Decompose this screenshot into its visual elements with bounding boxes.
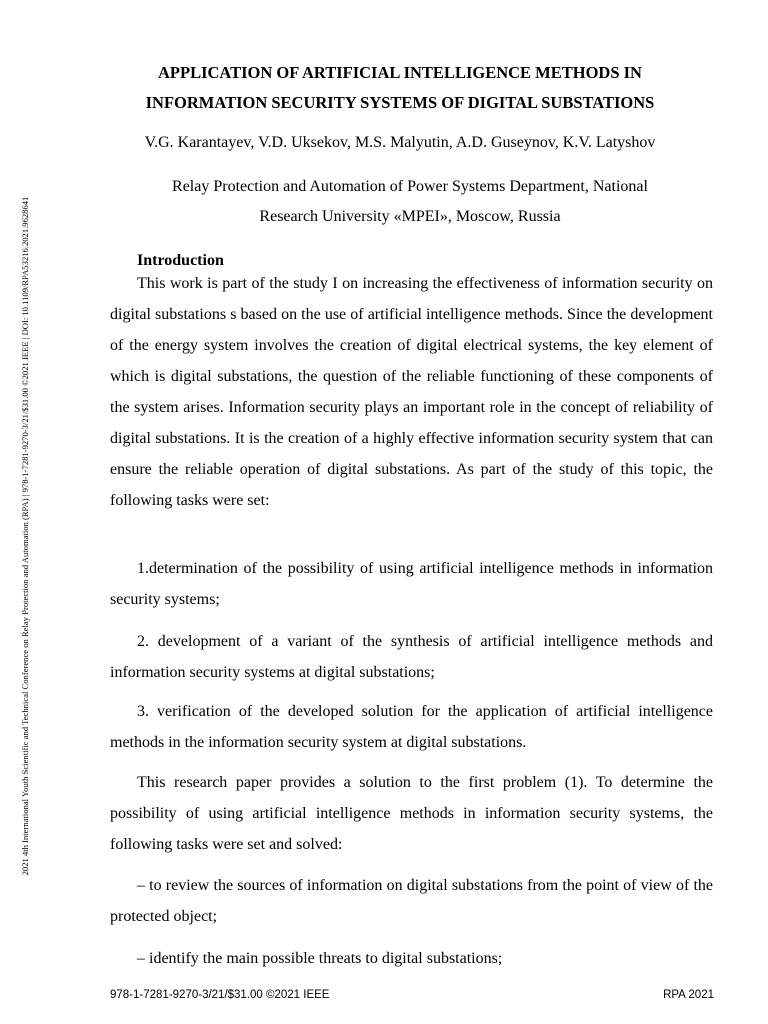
paragraph-intro: This work is part of the study I on increasing the effectiveness of information security on digital substations s based on the use of artificial intelligence methods. Since the development of the energy system involves the creation of digital electrical systems, the key element of which is digital substations, the question of the reliable functioning of these components of the system arises. Information security plays an important role in the concept of reliability of digital substations. It is the creation of a highly effective information security system that can ensure the reliable operation of digital substations. As part of the study of this topic, the following tasks were set:	[110, 275, 713, 509]
affiliation-line-2: Research University «MPEI», Moscow, Russia	[259, 208, 561, 225]
paragraph-research: This research paper provides a solution to the first problem (1). To determine the possibility of using artificial intelligence methods in information security systems, the following tasks were set and solved:	[110, 774, 713, 853]
affiliation	[100, 172, 720, 232]
affiliation-line-1: Relay Protection and Automation of Power Systems Department, National	[172, 178, 648, 195]
paragraph-task-1: 1.determination of the possibility of using artificial intelligence methods in information security systems;	[110, 560, 713, 608]
section-heading: Introduction	[137, 252, 224, 269]
sidebar-citation-text: 2021 4th International Youth Scientific and Technical Conference on Relay Protection and Automation (RPA) | 978-1-7281-9270-3/21/$31.00 ©2021 IEEE | DOI: 10.1109/RPA53216.2021.9628641	[20, 196, 30, 876]
title-line-2: INFORMATION SECURITY SYSTEMS OF DIGITAL SUBSTATIONS	[145, 93, 655, 112]
authors: V.G. Karantayev, V.D. Uksekov, M.S. Malyutin, A.D. Guseynov, K.V. Latyshov	[144, 134, 656, 151]
footer-conference: RPA 2021	[663, 989, 714, 1001]
paragraph-bullet-1: – to review the sources of information on digital substations from the point of view of the protected object;	[110, 877, 713, 925]
paragraph-bullet-2: – identify the main possible threats to digital substations;	[137, 950, 503, 967]
title-line-1: APPLICATION OF ARTIFICIAL INTELLIGENCE METHODS IN	[158, 63, 642, 82]
paragraph-task-3: 3. verification of the developed solution for the application of artificial intelligence methods in the information security system at digital substations.	[110, 703, 713, 751]
footer-copyright: 978-1-7281-9270-3/21/$31.00 ©2021 IEEE	[110, 989, 330, 1001]
paper-title	[80, 58, 720, 118]
paragraph-task-2: 2. development of a variant of the synthesis of artificial intelligence methods and information security systems at digital substations;	[110, 633, 713, 681]
